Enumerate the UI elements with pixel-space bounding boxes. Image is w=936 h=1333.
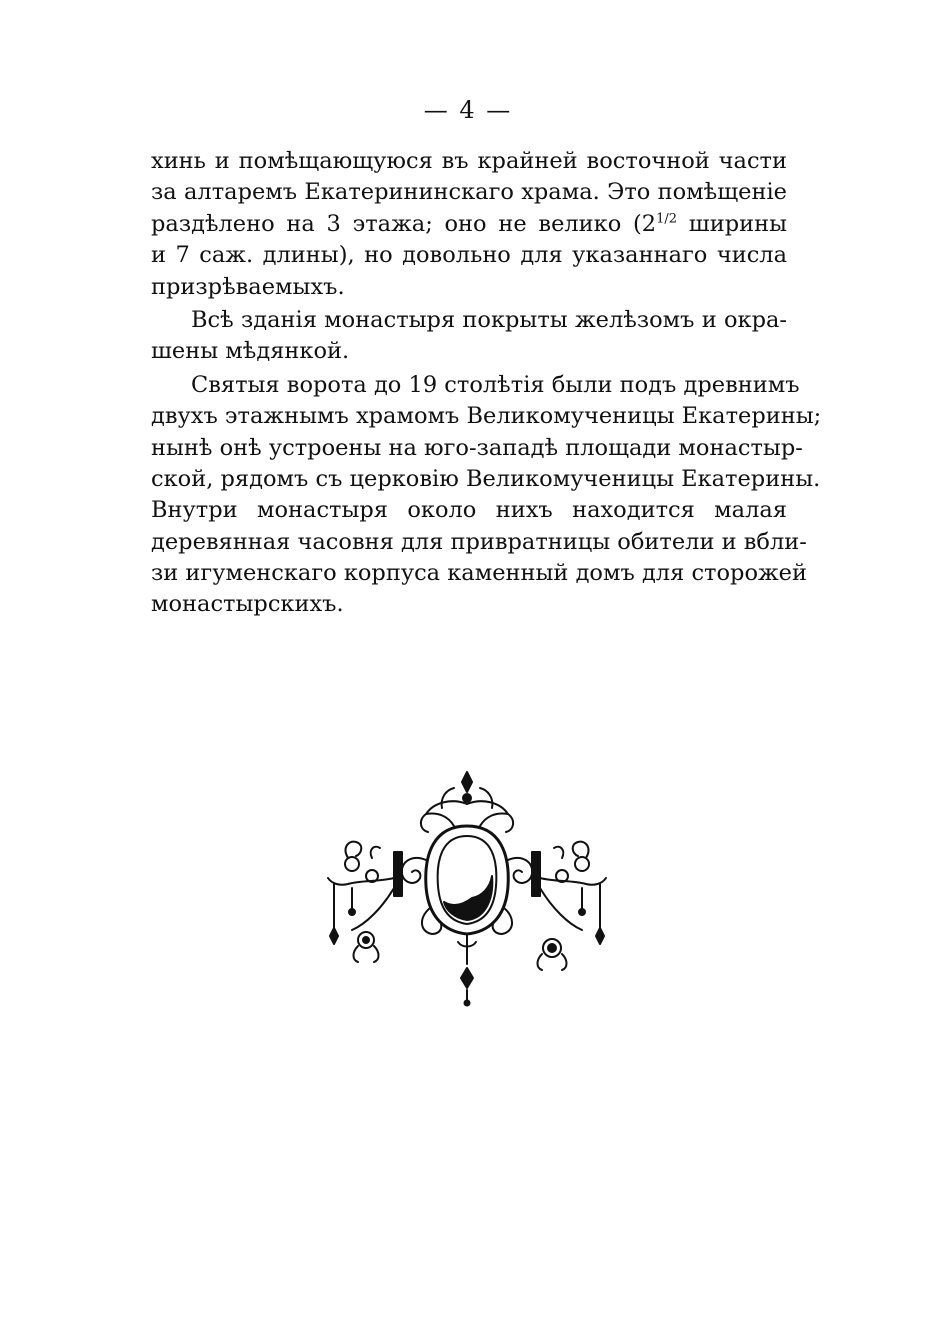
paragraph-1 <box>151 146 787 303</box>
text-line: Святыя ворота до 19 столѣтія были подъ древнимъ <box>191 371 800 398</box>
text-line: призрѣваемыхъ. <box>151 273 345 300</box>
text-line-start: раздѣлено на 3 этажа; оно не велико (2 <box>151 210 657 237</box>
text-line: ской, рядомъ съ церковію Великомученицы Екатерины. <box>151 465 821 492</box>
text-line <box>151 209 787 240</box>
fraction: 1/2 <box>656 211 678 227</box>
text-line-end: ширины <box>677 210 788 237</box>
text-line: Внутри монастыря около нихъ находится малая <box>151 497 787 524</box>
text-line: шены мѣдянкой. <box>151 338 350 365</box>
text-line: нынѣ онѣ устроены на юго-западѣ площади монастыр- <box>151 434 803 461</box>
text-line: за алтаремъ Екатерининскаго храма. Это помѣщеніе <box>151 179 787 206</box>
paragraph-3 <box>151 370 822 621</box>
text-line: монастырскихъ. <box>151 591 344 618</box>
paragraph-2 <box>151 305 787 368</box>
body-text <box>151 146 822 621</box>
decorative-ornament-icon <box>322 768 612 1008</box>
page-number: — 4 — <box>423 96 513 124</box>
text-line: и 7 саж. длины), но довольно для указаннаго числа <box>151 242 787 269</box>
text-line: зи игуменскаго корпуса каменный домъ для сторожей <box>151 560 807 587</box>
text-line: двухъ этажнымъ храмомъ Великомученицы Екатерины; <box>151 403 822 430</box>
text-line: хинь и помѣщающуюся въ крайней восточной части <box>151 148 787 174</box>
text-line: Всѣ зданія монастыря покрыты желѣзомъ и окра- <box>191 306 787 333</box>
text-line: деревянная часовня для привратницы обители и вбли- <box>151 528 807 555</box>
